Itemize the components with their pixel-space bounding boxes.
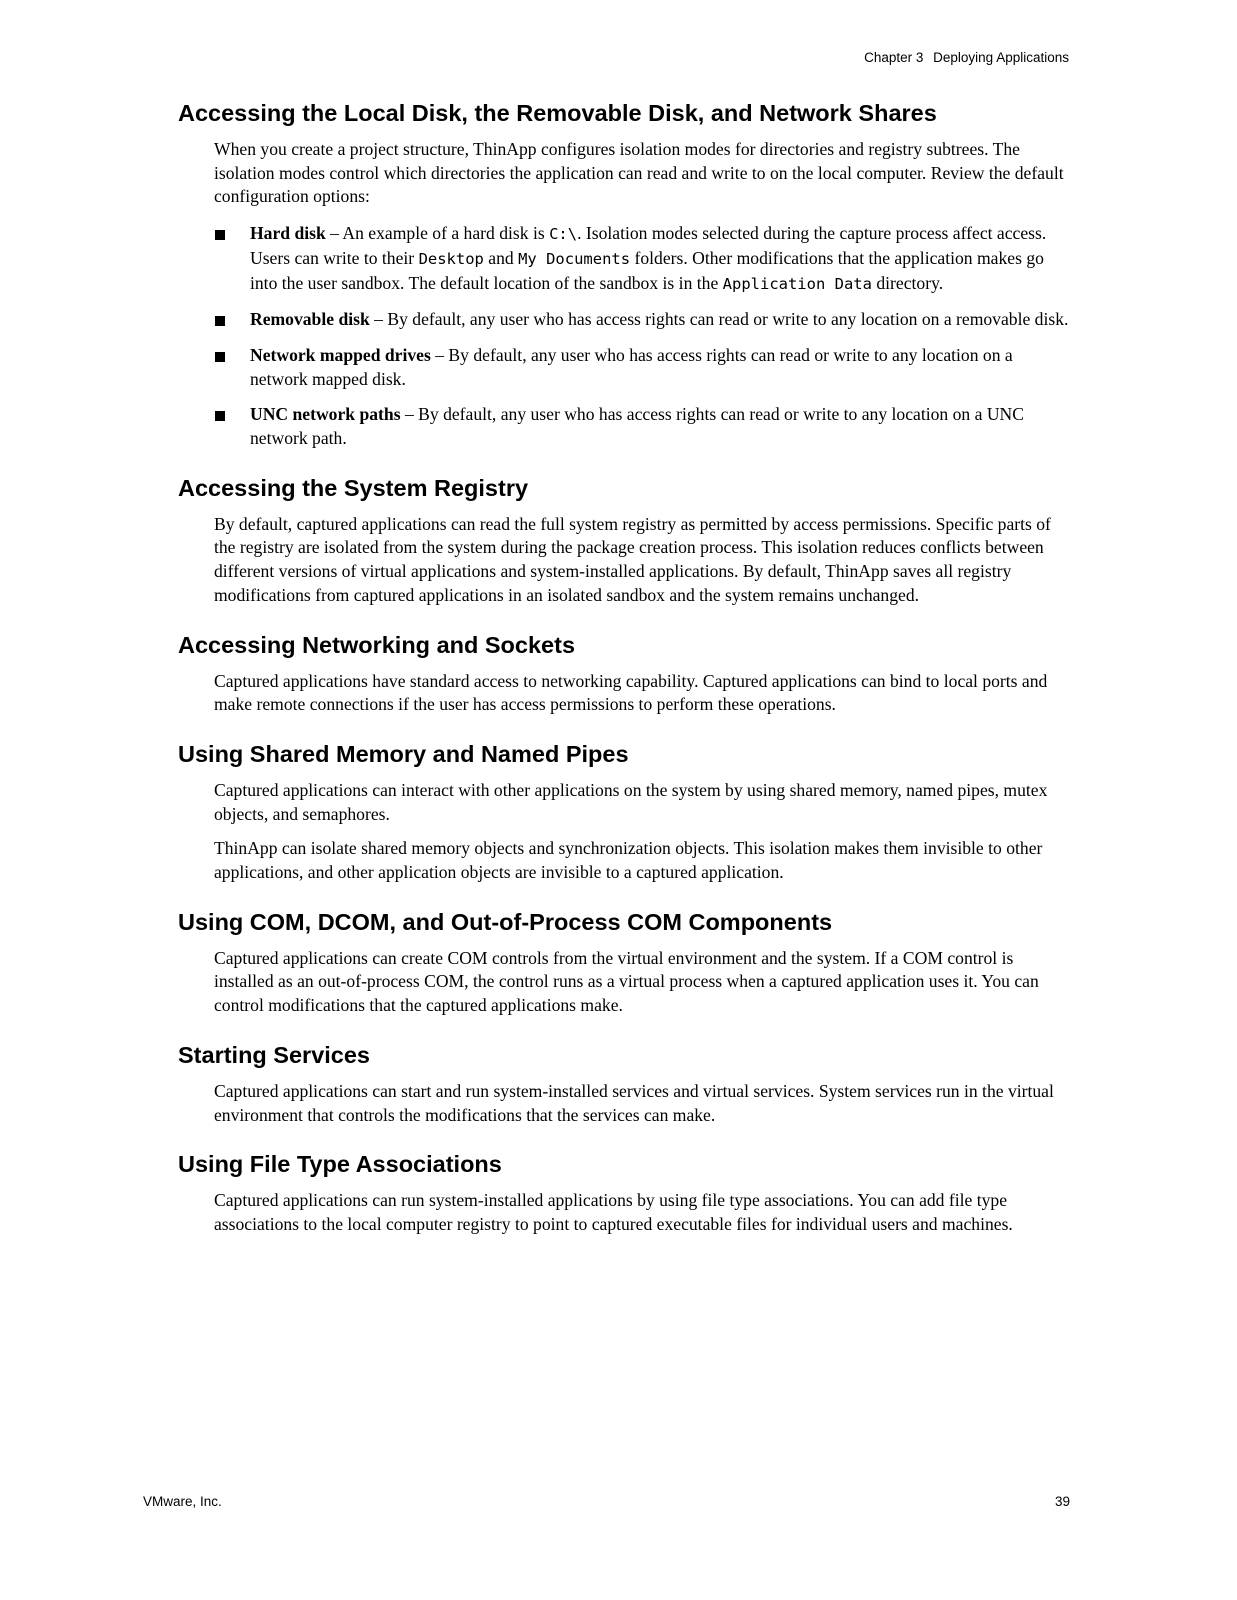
bullet-text: – By default, any user who has access rights can read or write to any location on a UNC network path.: [250, 404, 1024, 449]
section-intro: When you create a project structure, ThinApp configures isolation modes for directories and registry subtrees. The isolation modes control which directories the application can read and write to on the local computer. Review the default configuration options:: [214, 139, 1064, 207]
code-folder: Desktop: [418, 249, 484, 268]
section-heading: Accessing the Local Disk, the Removable Disk, and Network Shares: [178, 100, 937, 126]
bullet-text: – An example of a hard disk is: [325, 223, 550, 244]
bullet-text: . Isolation modes selected during the capture process affect access. Users can write to their: [250, 223, 1047, 268]
section-heading: Using Shared Memory and Named Pipes: [178, 740, 629, 767]
bullet-text: – By default, any user who has access rights can read or write to any location on a network mapped disk.: [250, 344, 1013, 389]
bullet-text: directory.: [871, 272, 944, 293]
page-number: 39: [1054, 1494, 1070, 1509]
section-starting-services: [178, 1040, 1070, 1127]
bullet-text: – By default, any user who has access rights can read or write to any location on a removable disk.: [369, 309, 1069, 330]
square-bullet-icon: [215, 230, 225, 240]
section-heading: Accessing Networking and Sockets: [178, 631, 576, 658]
bullet-term: Network mapped drives: [250, 344, 431, 365]
section-paragraph: Captured applications can run system-installed applications by using file type associations. You can add file type associations to the local computer registry to point to captured executable files for individual users and machines.: [214, 1190, 1013, 1234]
bullet-text: folders. Other modifications that the application makes go into the user sandbox. The default location of the sandbox is in the: [250, 247, 1044, 293]
bullet-list: [214, 222, 1070, 451]
bullet-item-network-mapped-drives: [214, 344, 1070, 391]
running-header: [864, 50, 1069, 65]
chapter-title: Deploying Applications: [933, 50, 1069, 65]
section-system-registry: [178, 473, 1070, 608]
section-paragraph: By default, captured applications can read the full system registry as permitted by access permissions. Specific parts of the registry are isolated from the system during the package creation process. This isolation reduces conflicts between different versions of virtual applications and system-installed applications. By default, ThinApp saves all registry modifications from captured applications in an isolated sandbox and the system remains unchanged.: [214, 513, 1051, 605]
chapter-number: Chapter 3: [864, 50, 924, 65]
section-paragraph: Captured applications can create COM controls from the virtual environment and the system. If a COM control is installed as an out-of-process COM, the control runs as a virtual process when a captured application uses it. You can control modifications that the captured applications make.: [214, 947, 1039, 1016]
section-paragraph: Captured applications can start and run system-installed services and virtual services. System services run in the virtual environment that controls the modifications that the services can make.: [214, 1080, 1054, 1125]
footer-company: VMware, Inc.: [143, 1494, 222, 1509]
section-paragraph: ThinApp can isolate shared memory objects and synchronization objects. This isolation makes them invisible to other applications, and other application objects are invisible to a captured application.: [214, 838, 1043, 883]
section-paragraph: Captured applications can interact with other applications on the system by using shared memory, named pipes, mutex objects, and semaphores.: [214, 779, 1048, 824]
square-bullet-icon: [215, 316, 225, 326]
bullet-item-unc-network-paths: [214, 403, 1070, 450]
section-heading: Starting Services: [178, 1041, 371, 1068]
code-folder: Application Data: [722, 274, 872, 293]
code-folder: My Documents: [518, 249, 631, 268]
section-paragraph: Captured applications have standard access to networking capability. Captured applications can bind to local ports and make remote connections if the user has access permissions to perform these operations.: [214, 670, 1048, 715]
page-content: [178, 98, 1070, 1259]
section-heading: Accessing the System Registry: [178, 474, 529, 501]
bullet-term: Hard disk: [250, 223, 326, 244]
bullet-term: Removable disk: [250, 309, 370, 330]
section-local-disk: [178, 98, 1070, 451]
bullet-text: and: [483, 247, 519, 268]
section-heading: Using COM, DCOM, and Out-of-Process COM Components: [178, 908, 833, 935]
section-heading: Using File Type Associations: [178, 1151, 502, 1178]
square-bullet-icon: [215, 411, 225, 421]
section-shared-memory: [178, 739, 1070, 885]
page-footer: [143, 1494, 1070, 1509]
bullet-term: UNC network paths: [250, 404, 401, 425]
code-path: C:\: [549, 225, 578, 244]
square-bullet-icon: [215, 352, 225, 362]
bullet-item-hard-disk: [214, 222, 1070, 296]
section-com-components: [178, 907, 1070, 1018]
bullet-item-removable-disk: [214, 308, 1070, 332]
section-networking-sockets: [178, 630, 1070, 717]
section-file-type-associations: [178, 1149, 1070, 1236]
